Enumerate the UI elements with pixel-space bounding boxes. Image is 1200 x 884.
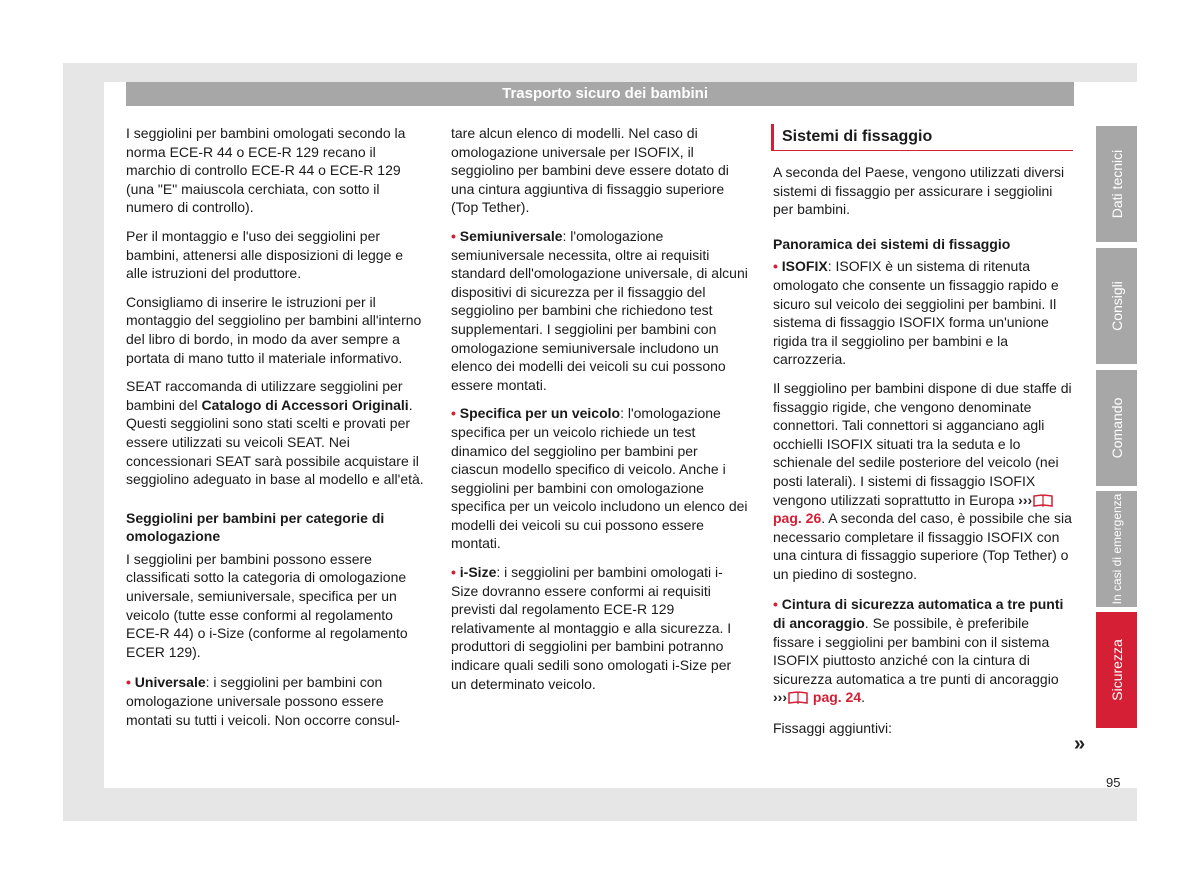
bullet-item bbox=[451, 227, 749, 394]
text-column-2 bbox=[451, 124, 749, 703]
bullet-icon: • bbox=[451, 227, 456, 244]
bullet-text: : l'omologazione specifica per un veicolo richiede un test dinamico del seggiolino per bambini per ciascun modello specifico di veicolo. Anche i seggiolini per bambini con omologazione specifica per un veicolo includono un elenco dei modelli dei veicoli su cui possono essere montati. bbox=[451, 405, 748, 552]
bullet-icon: • bbox=[451, 405, 456, 422]
page-reference-link[interactable] bbox=[773, 689, 861, 705]
section-title: Sistemi di fissaggio bbox=[771, 124, 1073, 151]
subheading: Panoramica dei sistemi di fissaggio bbox=[773, 235, 1011, 252]
text-run: . bbox=[861, 689, 866, 706]
bullet-icon: • bbox=[451, 564, 456, 581]
text-run: Il seggiolino per bambini dispone di due staffe di fissaggio rigide, che vengono denominate connettori. Tali connettori si agganciano agli occhielli ISOFIX situati tra la seduta e lo schienale del sedile posteriore del veicolo (nei posti laterali). I sistemi di fissaggio ISOFIX vengono utilizzati soprattutto in Europa bbox=[773, 379, 1072, 508]
paragraph bbox=[773, 379, 1073, 584]
side-tab-label: Dati tecnici bbox=[1108, 149, 1125, 219]
reference-page: pag. 24 bbox=[812, 689, 862, 706]
bullet-item bbox=[773, 257, 1073, 369]
text-column-1 bbox=[126, 124, 424, 739]
paragraph: tare alcun elenco di modelli. Nel caso di omologazione universale per ISOFIX, il seggiolino per bambini deve essere dotato di una cintura aggiuntiva di fissaggio superiore (Top Tether). bbox=[451, 125, 729, 216]
book-icon bbox=[787, 690, 809, 704]
subheading: Seggiolini per bambini per categorie di omologazione bbox=[126, 509, 385, 545]
bullet-label: Specifica per un veicolo bbox=[459, 405, 621, 422]
paragraph bbox=[126, 377, 424, 489]
side-tab-label: Sicurezza bbox=[1108, 639, 1125, 701]
bullet-label: Cintura di sicurezza automatica a tre punti di ancoraggio bbox=[773, 596, 1064, 632]
text-column-3 bbox=[773, 124, 1073, 748]
reference-arrows: ››› bbox=[1018, 491, 1033, 508]
paragraph: I seggiolini per bambini possono essere classificati sotto la categoria di omologazione universale, semiuniversale, specifica per un veicolo (tutte esse conformi al regolamento ECE-R 44) o i-Size (conforme al regolamento ECER 129). bbox=[126, 550, 408, 660]
side-tab-label: Comando bbox=[1108, 397, 1125, 459]
paragraph: A seconda del Paese, vengono utilizzati diversi sistemi di fissaggio per assicurare i seggiolini per bambini. bbox=[773, 164, 1065, 218]
chapter-header bbox=[126, 82, 1074, 106]
bullet-icon: • bbox=[126, 674, 131, 691]
side-tab-label: In casi di emergenza bbox=[1109, 493, 1124, 605]
bullet-label: i-Size bbox=[459, 564, 497, 581]
reference-arrows: ››› bbox=[773, 689, 787, 706]
chapter-title: Trasporto sicuro dei bambini bbox=[502, 85, 708, 102]
book-icon bbox=[1032, 493, 1054, 507]
paragraph: Consigliamo di inserire le istruzioni per il montaggio del seggiolino per bambini all'interno del libro di bordo, in modo da aver sempre a portata di mano tutto il materiale informativo. bbox=[126, 293, 422, 366]
bullet-text: : i seggiolini per bambini con omologazione universale possono essere montati su tutti i veicoli. Non occorre consul- bbox=[126, 674, 400, 728]
bullet-label: Universale bbox=[134, 674, 206, 691]
side-tab-sicurezza[interactable] bbox=[1096, 612, 1137, 728]
bold-term: Catalogo di Accessori Originali bbox=[201, 396, 409, 413]
bullet-icon: • bbox=[773, 258, 778, 275]
bullet-item bbox=[451, 563, 749, 693]
side-tab-consigli[interactable] bbox=[1096, 248, 1137, 364]
bullet-text: : l'omologazione semiuniversale necessita, oltre ai requisiti standard dell'omologazione universale, di alcuni dispositivi di sicurezza per il fissaggio del seggiolino per bambini che richiedono test supplementari. I seggiolini per bambini con omologazione semiuniversale includono un elenco dei modelli dei veicoli su cui possono essere montati. bbox=[451, 227, 748, 393]
page-number: 95 bbox=[1106, 775, 1121, 790]
bullet-icon: • bbox=[773, 596, 778, 613]
bullet-text: : i seggiolini per bambini omologati i-Size dovranno essere conformi ai requisiti previsti dal regolamento ECE-R 129 relativamente al montaggio e alla sicurezza. I produttori di seggiolini per bambini potranno indicare quali sedili sono omologati i-Size per un determinato veicolo. bbox=[451, 564, 732, 692]
bullet-label: ISOFIX bbox=[781, 258, 828, 275]
side-tab-emergenza[interactable] bbox=[1096, 491, 1137, 607]
paragraph: I seggiolini per bambini omologati secondo la norma ECE-R 44 o ECE-R 129 recano il marchio di controllo ECE-R 44 o ECE-R 129 (una "E" maiuscola cerchiata, con sotto il numero di controllo). bbox=[126, 125, 406, 216]
bullet-item bbox=[126, 673, 424, 729]
continue-marker: » bbox=[1074, 733, 1086, 755]
bullet-text: . Se possibile, è preferibile fissare i seggiolini per bambini con il sistema ISOFIX piuttosto anziché con la cintura di sicurezza automatica a tre punti di ancoraggio bbox=[773, 615, 1059, 687]
bullet-item bbox=[451, 404, 749, 553]
text-run: SEAT raccomanda di utilizzare seggiolini per bambini del bbox=[126, 378, 403, 413]
text-run: . Questi seggiolini sono stati scelti e provati per essere utilizzati su veicoli SEAT. Nei concessionari SEAT sarà possibile acquistare il seggiolino adeguato in base al modello e all'età. bbox=[126, 396, 424, 488]
reference-page: pag. 26 bbox=[773, 510, 822, 527]
side-tab-label: Consigli bbox=[1108, 281, 1125, 331]
paragraph: Per il montaggio e l'uso dei seggiolini per bambini, attenersi alle disposizioni di legge e alle istruzioni del produttore. bbox=[126, 227, 404, 282]
paragraph: Fissaggi aggiuntivi: bbox=[773, 720, 893, 737]
side-tab-dati-tecnici[interactable] bbox=[1096, 126, 1137, 242]
bullet-item bbox=[773, 595, 1073, 707]
text-run: . A seconda del caso, è possibile che sia necessario completare il fissaggio ISOFIX con una cintura di fissaggio superiore (Top Tether) o un piedino di sostegno. bbox=[773, 510, 1072, 582]
bullet-text: : ISOFIX è un sistema di ritenuta omologato che consente un fissaggio rapido e sicuro sul veicolo dei seggiolini per bambini. Il sistema di fissaggio ISOFIX forma un'unione rigida tra il seggiolino per bambini e la carrozzeria. bbox=[773, 258, 1059, 368]
side-tab-comando[interactable] bbox=[1096, 370, 1137, 486]
bullet-label: Semiuniversale bbox=[459, 227, 563, 244]
